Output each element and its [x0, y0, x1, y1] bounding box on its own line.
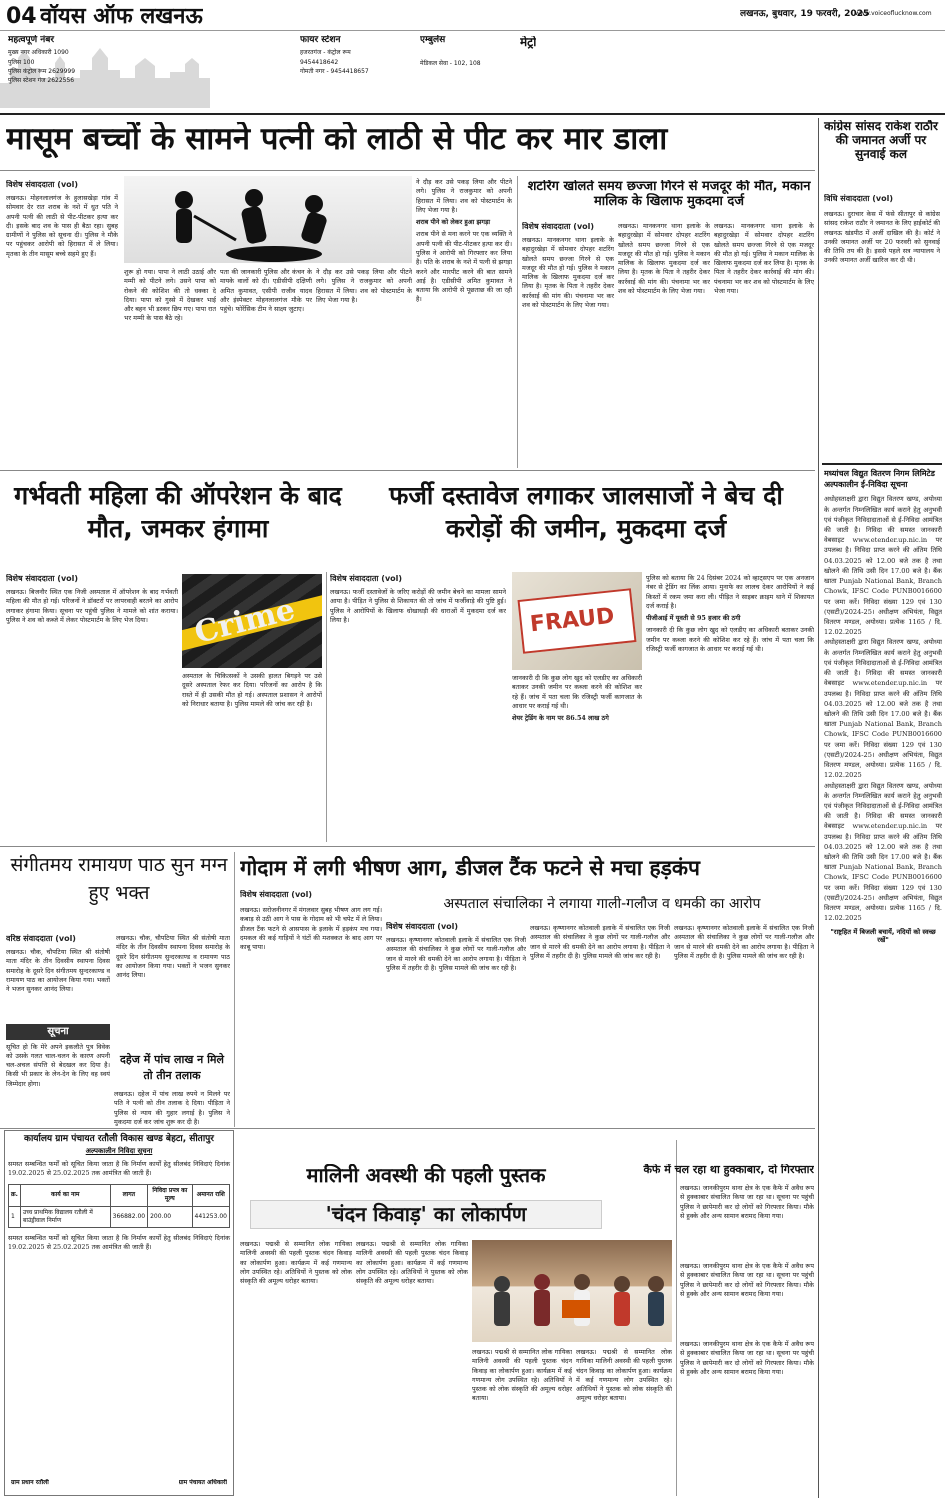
dahej-headline: दहेज में पांच लाख न मिले तो तीन तलाक	[120, 1053, 224, 1082]
aspatal-col-2: लखनऊ। कृष्णानगर कोतवाली इलाके में संचालित एक निजी अस्पताल की संचालिका ने कुछ लोगों पर गाली-गलौज और जान से मारने की धमकी देने का आरोप लगाया है। पीड़िता ने पुलिस में तहरीर दी है। पुलिस मामले की जांच कर रही है।	[530, 924, 670, 960]
cell: उच्च प्राथमिक विद्यालय रतौली में बाउंड्रीवाल निर्माण	[20, 1206, 110, 1227]
ambulance-label: एम्बुलेंस	[420, 35, 446, 45]
line: पुलिस कंट्रोल रूम 2629999	[8, 67, 76, 75]
congress-text: लखनऊ। दुराचार केस में फंसे सीतापुर से कांग्रेस सांसद राकेश राठौर ने जमानत के लिए हाईकोर्ट की लखनऊ खंडपीठ में अर्जी दाखिल की है। कोर्ट ने उनकी जमानत अर्जी पर 20 फरवरी को सुनवाई की तिथि तय की है। इससे पहले सत्र न्यायालय ने उनकी जमानत अर्जी खारिज कर दी थी।	[824, 210, 940, 265]
lead-headline: मासूम बच्चों के सामने पत्नी को लाठी से पीट कर मार डाला	[6, 122, 668, 157]
fraud-photo-label: FRAUD	[528, 603, 616, 638]
mazdoor-headline: शटरिंग खोलते समय छज्जा गिरने से मजदूर की मौत, मकान मालिक के खिलाफ मुकदमा दर्ज	[527, 180, 811, 209]
ambulance	[420, 35, 530, 69]
godam-headline: गोदाम में लगी भीषण आग, डीजल टैंक फटने से मचा हड़कंप	[240, 856, 700, 880]
tender-right-text: अधोहस्ताक्षरी द्वारा विद्युत वितरण खण्ड, अयोध्या के अन्तर्गत निम्नलिखित कार्य कराने हेतु अनुभवी एवं पंजीकृत निविदादाताओं से ई-निविदा आमंत्रित की जाती है। निविदा की समस्त जानकारी वेबसाइट www.etender.up.nic.in पर उपलब्ध है। निविदा प्राप्त करने की अंतिम तिथि 04.03.2025 को 12.00 बजे तक है तथा खोलने की तिथि उसी दिन 17.00 बजे है। बैंक खाता Punjab National Bank, Branch Chowk, IFSC Code PUNB0016600 पर जमा करें। निविदा संख्या 129 एवं 130 (एसटी)/2024-25। अधीक्षण अभियंता, विद्युत वितरण मण्डल, अयोध्या। प्रत्येक 1165 / दि. 12.02.2025	[824, 495, 942, 637]
cell: 200.00	[148, 1206, 192, 1227]
lead-col-4	[416, 178, 512, 466]
congress-byline: विधि संवाददाता (vol)	[824, 194, 893, 203]
tender-left-intro: समस्त सम्बन्धित फर्मों को सूचित किया जाता है कि निर्माण कार्यों हेतु सीलबंद निविदाएं दिनांक 19.02.2025 से 25.02.2025 तक आमंत्रित की जाती हैं।	[8, 1159, 230, 1178]
farzi-col-3	[646, 574, 814, 840]
cell: 441253.00	[192, 1206, 229, 1227]
tender-right	[824, 468, 942, 1496]
lead-col-4a: ने दौड़ कर उसे पकड़ लिया और पीटने लगे। पुलिस ने राजकुमार को अपनी हिरासत में लिया। शव को पोस्टमार्टम के लिए भेजा गया है।	[316, 268, 412, 304]
cafe-headline: कैफे में चल रहा था हुक्काबार, दो गिरफ्तार	[643, 1164, 814, 1176]
lead-col-4-top: ने दौड़ कर उसे पकड़ लिया और पीटने लगे। पुलिस ने राजकुमार को अपनी हिरासत में लिया। शव को पोस्टमार्टम के लिए भेजा गया है।	[416, 178, 512, 214]
mazdoor-text: लखनऊ। मानकनगर थाना इलाके के बहादुरखेड़ा में सोमवार दोपहर शटरिंग खोलते समय छज्जा गिरने से एक मजदूर की मौत हो गई। पुलिस ने मकान मालिक के खिलाफ मुकदमा दर्ज कर लिया है। मृतक के पिता ने तहरीर देकर कार्रवाई की मांग की। पंचनामा भर कर शव को पोस्टमार्टम के लिए भेजा गया।	[522, 236, 614, 309]
malini-col-2: लखनऊ। पद्मश्री से सम्मानित लोक गायिका मालिनी अवस्थी की पहली पुस्तक चंदन किवाड़ का लोकार्पण हुआ। कार्यक्रम में कई गणमान्य लोग उपस्थित रहे। अतिथियों ने पुस्तक को लोक संस्कृति की अमूल्य धरोहर बताया।	[356, 1240, 468, 1286]
farzi-col-2-text: जानकारी दी कि कुछ लोग खुद को एलडीए का अधिकारी बताकर उनकी जमीन पर कब्जा करने की कोशिश कर रहे हैं। जांच में पता चला कि रजिस्ट्री फर्जी कागजात के आधार पर कराई गई थी।	[512, 674, 642, 710]
paper-name: वॉयस ऑफ लखनऊ	[40, 4, 203, 29]
line: मेडिकल सेवा - 102, 108	[420, 60, 481, 68]
suchna-title: सूचना	[6, 1024, 110, 1040]
mazdoor-byline: विशेष संवाददाता (vol)	[522, 222, 595, 231]
malini-col-4: लखनऊ। पद्मश्री से सम्मानित लोक गायिका मालिनी अवस्थी की पहली पुस्तक चंदन किवाड़ का लोकार्पण हुआ। कार्यक्रम में कई गणमान्य लोग उपस्थित रहे। अतिथियों ने पुस्तक को लोक संस्कृति की अमूल्य धरोहर बताया।	[576, 1348, 672, 1403]
tender-right-title: मध्यांचल विद्युत वितरण निगम लिमिटेड अल्पकालीन ई-निविदा सूचना	[824, 469, 935, 490]
garbhvati-col-1: लखनऊ। बिजनौर स्थित एक निजी अस्पताल में ऑपरेशन के बाद गर्भवती महिला की मौत हो गई। परिजनों ने डॉक्टरों पर लापरवाही बरतने का आरोप लगाकर हंगामा किया। सूचना पर पहुंची पुलिस ने मामले को शांत कराया। पुलिस ने शव को कब्जे में लेकर पोस्टमार्टम के लिए भेज दिया।	[6, 588, 178, 624]
line: हजरतगंज - कंट्रोल रूम	[300, 49, 351, 57]
malini-col-3: लखनऊ। पद्मश्री से सम्मानित लोक गायिका मालिनी अवस्थी की पहली पुस्तक चंदन किवाड़ का लोकार्पण हुआ। कार्यक्रम में कई गणमान्य लोग उपस्थित रहे। अतिथियों ने पुस्तक को लोक संस्कृति की अमूल्य धरोहर बताया।	[472, 1348, 572, 1403]
line: गोमती नगर - 9454418657	[300, 67, 369, 75]
suchna-notice	[6, 1024, 110, 1124]
lead-subhead: शराब पीने को लेकर हुआ झगड़ा	[416, 218, 491, 227]
book-launch-photo	[472, 1240, 672, 1342]
mazdoor-text-3: लखनऊ। मानकनगर थाना इलाके के बहादुरखेड़ा में सोमवार दोपहर शटरिंग खोलते समय छज्जा गिरने से एक मजदूर की मौत हो गई। पुलिस ने मकान मालिक के खिलाफ मुकदमा दर्ज कर लिया है। मृतक के पिता ने तहरीर देकर कार्रवाई की मांग की। पंचनामा भर कर शव को पोस्टमार्टम के लिए भेजा गया।	[714, 222, 814, 295]
tender-right-text-cont: अधोहस्ताक्षरी द्वारा विद्युत वितरण खण्ड, अयोध्या के अन्तर्गत निम्नलिखित कार्य कराने हेतु अनुभवी एवं पंजीकृत निविदादाताओं से ई-निविदा आमंत्रित की जाती है। निविदा की समस्त जानकारी वेबसाइट www.etender.up.nic.in पर उपलब्ध है। निविदा प्राप्त करने की अंतिम तिथि 04.03.2025 को 12.00 बजे तक है तथा खोलने की तिथि उसी दिन 17.00 बजे है। बैंक खाता Punjab National Bank, Branch Chowk, IFSC Code PUNB0016600 पर जमा करें। निविदा संख्या 129 एवं 130 (एसटी)/2024-25। अधीक्षण अभियंता, विद्युत वितरण मण्डल, अयोध्या। प्रत्येक 1165 / दि. 12.02.2025	[824, 638, 942, 780]
tender-table	[8, 1184, 230, 1227]
farzi-subhead: शेयर ट्रेडिंग के नाम पर 86.54 लाख ठगे	[512, 714, 609, 723]
congress-headline: कांग्रेस सांसद राकेश राठौर की जमानत अर्जी पर सुनवाई कल	[824, 120, 938, 161]
cafe-col-1-cont: लखनऊ। जानकीपुरम थाना क्षेत्र के एक कैफे में अवैध रूप से हुक्काबार संचालित किया जा रहा था। सूचना पर पहुंची पुलिस ने छापेमारी कर दो लोगों को गिरफ्तार किया। मौके से हुक्के और अन्य सामान बरामद किया गया।	[680, 1262, 814, 1298]
sign-right: ग्राम पंचायत अधिकारी	[178, 1478, 227, 1486]
dateline: लखनऊ, बुधवार, 19 फरवरी, 2025	[740, 9, 870, 19]
sangeet-col-1: लखनऊ। चौक, चौपटिया स्थित श्री संतोषी माता मंदिर के तीन दिवसीय स्थापना दिवस समारोह के दूसरे दिन संगीतमय सुन्दरकाण्ड व रामायण पाठ का आयोजन किया गया। भक्तों ने भजन सुनकर आनंद लिया।	[6, 948, 110, 994]
sangeet-headline: संगीतमय रामायण पाठ सुन मग्न हुए भक्त	[10, 854, 228, 904]
fire-label: फायर स्टेशन	[300, 35, 341, 45]
people-illustration	[472, 1240, 672, 1342]
malini-headline-2: 'चंदन किवाड़' का लोकार्पण	[250, 1200, 602, 1229]
godam-col-1: लखनऊ। सरोजनीनगर में मंगलवार सुबह भीषण आग लग गई। कबाड़ से उठी आग ने पास के गोदाम को भी चपेट में ले लिया। डीजल टैंक फटने से आसपास के इलाके में हड़कंप मच गया। दमकल की कई गाड़ियों ने घंटों की मशक्कत के बाद आग पर काबू पाया।	[240, 906, 382, 952]
important-lines	[8, 48, 188, 85]
fraud-photo	[512, 572, 642, 670]
fire-station	[300, 35, 410, 76]
website[interactable]: www.voiceoflucknow.com	[855, 10, 932, 17]
farzi-col-3-text: पुलिस को बताया कि 24 दिसंबर 2024 को व्हाट्सएप पर एक अनजान नंबर से ट्रेडिंग का लिंक आया। मुनाफे का लालच देकर आरोपियों ने कई किस्तों में रकम जमा करा ली। पीड़ित ने साइबर क्राइम थाने में शिकायत दर्ज कराई है।	[646, 574, 814, 610]
aspatal-col-1: लखनऊ। कृष्णानगर कोतवाली इलाके में संचालित एक निजी अस्पताल की संचालिका ने कुछ लोगों पर गाली-गलौज और जान से मारने की धमकी देने का आरोप लगाया है। पीड़िता ने पुलिस में तहरीर दी है। पुलिस मामले की जांच कर रही है।	[386, 936, 526, 972]
malini-col-1: लखनऊ। पद्मश्री से सम्मानित लोक गायिका मालिनी अवस्थी की पहली पुस्तक चंदन किवाड़ का लोकार्पण हुआ। कार्यक्रम में कई गणमान्य लोग उपस्थित रहे। अतिथियों ने पुस्तक को लोक संस्कृति की अमूल्य धरोहर बताया।	[240, 1240, 352, 1286]
tender-right-text-cont-2: अधोहस्ताक्षरी द्वारा विद्युत वितरण खण्ड, अयोध्या के अन्तर्गत निम्नलिखित कार्य कराने हेतु अनुभवी एवं पंजीकृत निविदादाताओं से ई-निविदा आमंत्रित की जाती है। निविदा की समस्त जानकारी वेबसाइट www.etender.up.nic.in पर उपलब्ध है। निविदा प्राप्त करने की अंतिम तिथि 04.03.2025 को 12.00 बजे तक है तथा खोलने की तिथि उसी दिन 17.00 बजे है। बैंक खाता Punjab National Bank, Branch Chowk, IFSC Code PUNB0016600 पर जमा करें। निविदा संख्या 129 एवं 130 (एसटी)/2024-25। अधीक्षण अभियंता, विद्युत वितरण मण्डल, अयोध्या। प्रत्येक 1165 / दि. 12.02.2025	[824, 781, 942, 923]
garbhvati-byline: विशेष संवाददाता (vol)	[6, 574, 79, 583]
tender-left	[4, 1130, 234, 1496]
line: मुख्य नगर अधिकारी 1090	[8, 49, 69, 57]
section-label: मेट्रो	[520, 36, 537, 49]
cell: 366882.00	[110, 1206, 147, 1227]
cell: 1	[9, 1206, 21, 1227]
col-header: क्र.	[9, 1185, 21, 1206]
lead-col-1: लखनऊ। मोहनलालगंज के हुलासखेड़ा गांव में सोमवार देर रात शराब के नशे में धुत पति ने अपनी पत्नी की लाठी से पीट-पीटकर हत्या कर दी। इसके बाद शव के पास ही बैठा रहा। सुबह ग्रामीणों ने पुलिस को सूचना दी। पुलिस ने मौके पर पहुंचकर आरोपी को हिरासत में ले लिया। मृतका के तीन मासूम बच्चे सहमे हुए हैं।	[6, 194, 118, 258]
page-number: 04	[6, 4, 37, 29]
tender-left-terms: समस्त सम्बन्धित फर्मों को सूचित किया जाता है कि निर्माण कार्यों हेतु सीलबंद निविदाएं दिनांक 19.02.2025 से 25.02.2025 तक आमंत्रित की जाती हैं।	[8, 1233, 230, 1251]
farzi-byline: विशेष संवाददाता (vol)	[330, 574, 403, 583]
aspatal-col-3: लखनऊ। कृष्णानगर कोतवाली इलाके में संचालित एक निजी अस्पताल की संचालिका ने कुछ लोगों पर गाली-गलौज और जान से मारने की धमकी देने का आरोप लगाया है। पीड़िता ने पुलिस में तहरीर दी है। पुलिस मामले की जांच कर रही है।	[674, 924, 814, 960]
malini-headline-1: मालिनी अवस्थी की पहली पुस्तक	[306, 1164, 546, 1187]
col-header: लागत	[110, 1185, 147, 1206]
tender-left-title: कार्यालय ग्राम पंचायत रतौली विकास खण्ड बेहटा, सीतापुर	[24, 1134, 214, 1144]
dahej-text: लखनऊ। दहेज में पांच लाख रुपये न मिलने पर पति ने पत्नी को तीन तलाक दे दिया। पीड़िता ने पुलिस से न्याय की गुहार लगाई है। पुलिस ने मुकदमा दर्ज कर जांच शुरू कर दी है।	[114, 1090, 230, 1126]
important-label: महत्वपूर्ण नंबर	[8, 35, 55, 45]
important-numbers	[8, 35, 188, 86]
col-header: अमानत राशि	[192, 1185, 229, 1206]
aspatal-byline: विशेष संवाददाता (vol)	[386, 922, 459, 931]
lead-col-3: पता की जानकारी पुलिस और कंचन के मायके वालों को दी। एडीसीपी दक्षिणी अमित कुमावत, एसीपी राजीव यादव और इंस्पेक्टर मोहनलालगंज मौके पर पहुंचे। फोरेंसिक टीम ने साक्ष्य जुटाए।	[220, 268, 312, 314]
farzi-col-3-cont: जानकारी दी कि कुछ लोग खुद को एलडीए का अधिकारी बताकर उनकी जमीन पर कब्जा करने की कोशिश कर रहे हैं। जांच में पता चला कि रजिस्ट्री फर्जी कागजात के आधार पर कराई गई थी।	[646, 626, 814, 653]
lead-photo	[124, 176, 412, 263]
farzi-col-1: लखनऊ। फर्जी दस्तावेजों के जरिए करोड़ों की जमीन बेचने का मामला सामने आया है। पीड़ित ने पुलिस से शिकायत की तो जांच में फर्जीवाड़े की पुष्टि हुई। पुलिस ने आरोपियों के खिलाफ धोखाधड़ी की धाराओं में मुकदमा दर्ज कर लिया है।	[330, 588, 506, 624]
garbhvati-col-2: अस्पताल के चिकित्सकों ने उसकी हालत बिगड़ने पर उसे दूसरे अस्पताल रेफर कर दिया। परिजनों का आरोप है कि रास्ते में ही उसकी मौत हो गई। अस्पताल प्रशासन ने आरोपों को निराधार बताया है। पुलिस मामले की जांच कर रही है।	[182, 672, 322, 708]
crime-photo-label: Crime	[191, 592, 299, 651]
lead-col-2: शुरू हो गया। पापा ने लाठी उठाई और मम्मी को पीटने लगे। उसने पापा को रोकने की कोशिश की तो धक्का दे दिया। पापा को गुस्से में देखकर भाई और बहन भी डरकर छिप गए। पापा रात भर मम्मी के पास बैठे रहे।	[124, 268, 216, 323]
sign-left: ग्राम प्रधान रतौली	[11, 1478, 49, 1486]
farzi-col-2	[512, 674, 642, 840]
lead-byline: विशेष संवाददाता (vol)	[6, 180, 79, 189]
garbhvati-headline: गर्भवती महिला की ऑपरेशन के बाद मौत, जमकर हंगामा	[14, 481, 342, 543]
lead-col-4-bottom: शराब पीने से मना करने पर एक व्यक्ति ने अपनी पत्नी की पीट-पीटकर हत्या कर दी। पुलिस ने आरोपी को गिरफ्तार कर लिया है। पति के शराब के नशे में पत्नी से झगड़ा करने और मारपीट करने की बात सामने आई है। एडीसीपी अमित कुमावत ने बताया कि आरोपी से पूछताछ की जा रही है।	[416, 230, 512, 304]
sangeet-byline: वरिष्ठ संवाददाता (vol)	[6, 934, 76, 943]
farzi-headline: फर्जी दस्तावेज लगाकर जालसाजों ने बेच दी करोड़ों की जमीन, मुकदमा दर्ज	[389, 481, 783, 543]
line: 9454418642	[300, 58, 339, 66]
godam-byline: विशेष संवाददाता (vol)	[240, 890, 313, 899]
masthead	[0, 0, 945, 115]
silhouette-illustration	[124, 176, 412, 263]
farzi-subhead-2: पीजीआई में यूवती से 95 हजार की ठगी	[646, 614, 741, 623]
col-header: निविदा प्रपत्र का मूल्य	[148, 1185, 192, 1206]
crime-photo	[182, 574, 322, 668]
cafe-col-1: लखनऊ। जानकीपुरम थाना क्षेत्र के एक कैफे में अवैध रूप से हुक्काबार संचालित किया जा रहा था। सूचना पर पहुंची पुलिस ने छापेमारी कर दो लोगों को गिरफ्तार किया। मौके से हुक्के और अन्य सामान बरामद किया गया।	[680, 1184, 814, 1220]
suchna-text: सूचित हो कि मेरे अपने इकलौते पुत्र विवेक को उसके गलत चाल-चलन के कारण अपनी चल-अचल संपत्ति से बेदखल कर दिया है। किसी भी प्रकार के लेन-देन के लिए वह स्वयं जिम्मेदार होगा।	[6, 1042, 110, 1088]
cafe-col-1-cont-2: लखनऊ। जानकीपुरम थाना क्षेत्र के एक कैफे में अवैध रूप से हुक्काबार संचालित किया जा रहा था। सूचना पर पहुंची पुलिस ने छापेमारी कर दो लोगों को गिरफ्तार किया। मौके से हुक्के और अन्य सामान बरामद किया गया।	[680, 1340, 814, 1376]
col-header: कार्य का नाम	[20, 1185, 110, 1206]
line: पुलिस 100	[8, 58, 35, 66]
sangeet-col-2: लखनऊ। चौक, चौपटिया स्थित श्री संतोषी माता मंदिर के तीन दिवसीय स्थापना दिवस समारोह के दूसरे दिन संगीतमय सुन्दरकाण्ड व रामायण पाठ का आयोजन किया गया। भक्तों ने भजन सुनकर आनंद लिया।	[116, 934, 230, 980]
tender-left-subtitle: अल्पकालीन निविदा सूचना	[85, 1147, 153, 1156]
line: पुलिस स्टेशन गंज 2622556	[8, 77, 75, 85]
tender-right-footer: "राष्ट्रहित में बिजली बचायें, नदियों को स्वच्छ रखें"	[830, 927, 936, 945]
table-row	[9, 1206, 230, 1227]
mazdoor-text-2: लखनऊ। मानकनगर थाना इलाके के बहादुरखेड़ा में सोमवार दोपहर शटरिंग खोलते समय छज्जा गिरने से एक मजदूर की मौत हो गई। पुलिस ने मकान मालिक के खिलाफ मुकदमा दर्ज कर लिया है। मृतक के पिता ने तहरीर देकर कार्रवाई की मांग की। पंचनामा भर कर शव को पोस्टमार्टम के लिए भेजा गया।	[618, 222, 710, 295]
aspatal-headline: अस्पताल संचालिका ने लगाया गाली-गलौज व धमकी का आरोप	[443, 896, 761, 912]
